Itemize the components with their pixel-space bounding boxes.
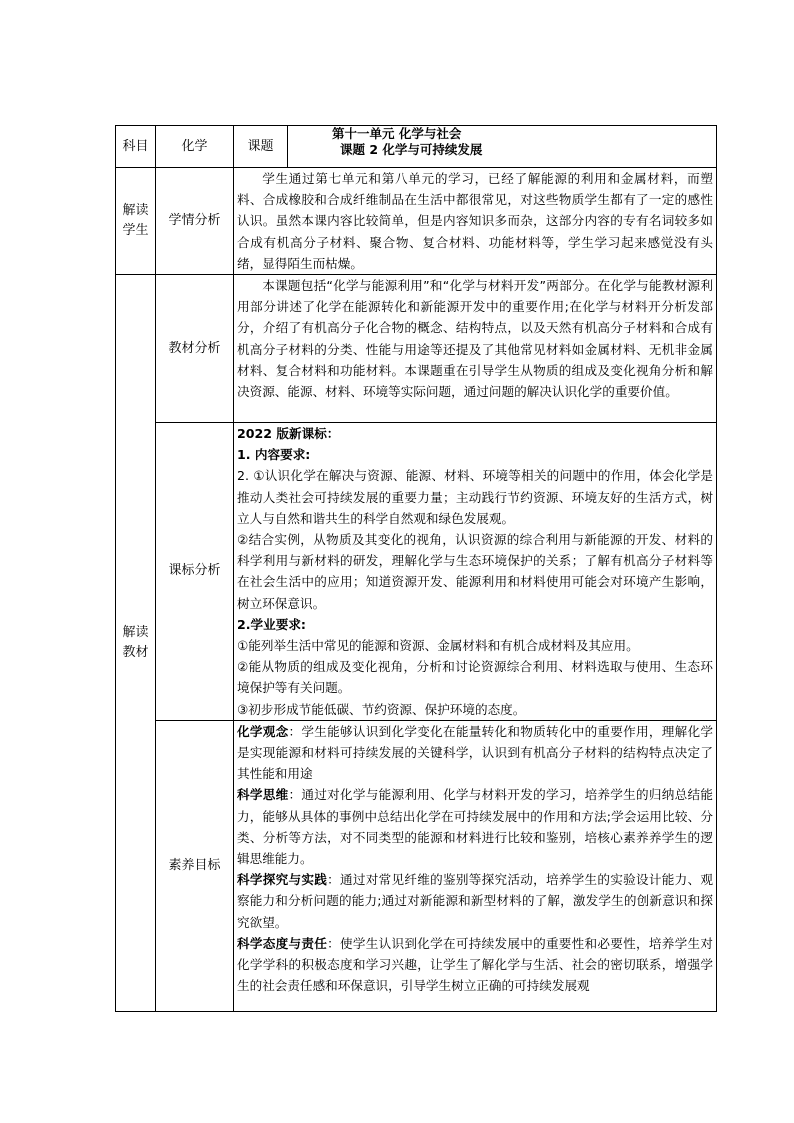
topic-title-line1: 第十一单元 化学与社会 (332, 126, 462, 141)
literacy-inquiry (237, 869, 713, 933)
content-requirements-title: 1. 内容要求: (237, 447, 311, 463)
row-label-student-analysis: 学情分析 (156, 168, 234, 275)
literacy-attitude-text: ：使学生认识到化学在可持续发展中的重要性和必要性，培养学生对化学学科的积极态度和学习兴趣，让学生了解化学与生活、社会的密切联系，增强学生的社会责任感和环保意识，引导学生树立正确的可持续发展观 (237, 935, 714, 994)
literacy-concept (237, 721, 713, 785)
content-requirement-1: 2. ①认识化学在解决与资源、能源、材料、环境等相关的问题中的作用，体会化学是推动人类社会可持续发展的重要力量；主动践行节约资源、环境友好的生活方式，树立人与自然和谐共生的科学自然观和绿色发展观。 (237, 468, 713, 526)
topic-label: 课题 (234, 126, 288, 168)
academic-requirements-title: 2.学业要求: (237, 616, 306, 632)
literacy-thinking-title: 科学思维 (237, 787, 289, 803)
literacy-attitude-title: 科学态度与责任 (237, 935, 328, 951)
literacy-thinking (237, 784, 713, 869)
curriculum-analysis-row (116, 423, 717, 721)
academic-requirement-1: ①能列举生活中常见的能源和资源、金属材料和有机合成材料及其应用。 (237, 638, 639, 654)
literacy-inquiry-title: 科学探究与实践 (237, 872, 328, 888)
literacy-attitude (237, 933, 713, 997)
row-label-literacy-goals: 素养目标 (156, 720, 234, 1011)
textbook-analysis-text: 本课题包括“化学与能源利用”和“化学与材料开发”两部分。在化学与能教材源利用部分讲述了化学在能源转化和新能源开发中的重要作用;在化学与材料开分析发部分，介绍了有机高分子化合物的概念、结构特点，以及天然有机高分子材料和合成有机高分子材料的分类、性能与用途等还提及了其他常见材料如金属材料、无机非金属材料、复合材料和功能材料。本课题重在引导学生从物质的组成及变化视角分析和解决资源、能源、材料、环境等实际问题，通过问题的解决认识化学的重要价值。 (234, 275, 717, 423)
academic-requirement-3: ③初步形成节能低碳、节约资源、保护环境的态度。 (237, 701, 526, 717)
section-label-materials: 解读 教材 (116, 275, 156, 1012)
literacy-thinking-text: ：通过对化学与能源利用、化学与材料开发的学习，培养学生的归纳总结能力，能够从具体的事例中总结出化学在可持续发展中的作用和方法;学会运用比较、分类、分析等方法，对不同类型的能源和材料进行比较和鉴别，培核心素养养学生的逻辑思维能力。 (237, 787, 714, 867)
lesson-plan-table (115, 125, 717, 1012)
curriculum-heading: 2022 版新课标： (237, 426, 340, 442)
student-analysis-row (116, 168, 717, 275)
content-requirement-2: ②结合实例，从物质及其变化的视角，认识资源的综合利用与新能源的开发、材料的科学利用与新材料的研发，理解化学与生态环境保护的关系；了解有机高分子材料等在社会生活中的应用；知道资源开发、能源利用和材料使用可能会对环境产生影响，树立环保意识。 (237, 532, 713, 611)
literacy-concept-title: 化学观念 (237, 723, 289, 739)
section-label-students: 解读 学生 (116, 168, 156, 275)
literacy-goals-content (234, 720, 717, 1011)
row-label-curriculum-analysis: 课标分析 (156, 423, 234, 721)
subject-value: 化学 (156, 126, 234, 168)
row-label-textbook-analysis: 教材分析 (156, 275, 234, 423)
literacy-inquiry-text: ：通过对常见纤维的鉴别等探究活动，培养学生的实验设计能力、观察能力和分析问题的能力;通过对新能源和新型材料的了解，激发学生的创新意识和探究欲望。 (237, 872, 714, 930)
topic-title (288, 126, 717, 168)
curriculum-analysis-content (234, 423, 717, 721)
academic-requirement-2: ②能从物质的组成及变化视角，分析和讨论资源综合利用、材料选取与使用、生态环境保护等有关问题。 (237, 659, 713, 696)
topic-title-line2: 课题 2 化学与可持续发展 (340, 142, 483, 157)
header-row (116, 126, 717, 168)
literacy-concept-text: ：学生能够认识到化学变化在能量转化和物质转化中的重要作用，理解化学是实现能源和材料可持续发展的关键科学，认识到有机高分子材料的结构特点决定了其性能和用途 (237, 723, 714, 782)
subject-label: 科目 (116, 126, 156, 168)
textbook-analysis-row (116, 275, 717, 423)
student-analysis-text: 学生通过第七单元和第八单元的学习，已经了解能源的利用和金属材料，而塑料、合成橡胶和合成纤维制品在生活中都很常见，对这些物质学生都有了一定的感性认识。虽然本课内容比较简单，但是内容知识多而杂，这部分内容的专有名词较多如合成有机高分子材料、聚合物、复合材料、功能材料等，学生学习起来感觉没有头绪，显得陌生而枯燥。 (234, 168, 717, 275)
literacy-goals-row (116, 720, 717, 1011)
